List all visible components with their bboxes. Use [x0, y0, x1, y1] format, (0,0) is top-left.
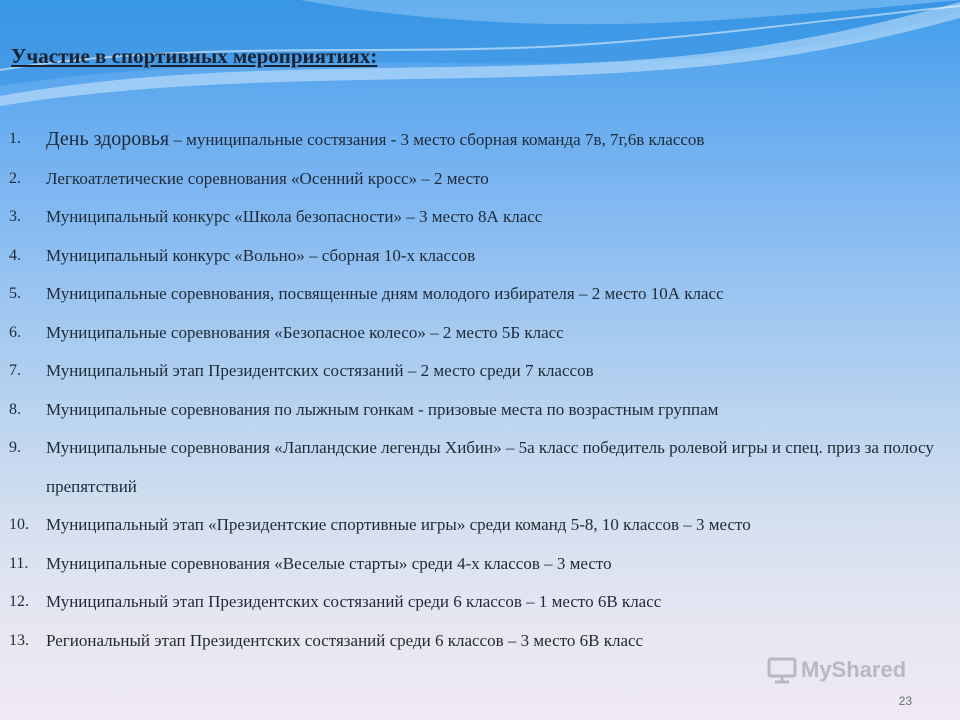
item-number: 2. [9, 169, 21, 187]
item-text: Муниципальные соревнования по лыжным гонкам - призовые места по возрастным группам [46, 399, 719, 419]
list-item [0, 352, 960, 391]
item-number: 6. [9, 323, 21, 341]
item-text: Легкоатлетические соревнования «Осенний кросс» – 2 место [46, 168, 489, 188]
list-item [0, 198, 960, 237]
item-text: Муниципальные соревнования, посвященные дням молодого избирателя – 2 место 10А класс [46, 284, 724, 303]
item-rest: – муниципальные состязания - 3 место сборная команда 7в, 7г,6в классов [169, 130, 705, 149]
item-number: 1. [9, 130, 21, 147]
item-text [46, 120, 950, 160]
item-text: Муниципальные соревнования «Лапландские легенды Хибин» – 5а класс победитель ролевой игры и спец. приз за полосу препятствий [46, 438, 934, 496]
list-item [0, 237, 960, 276]
list-item [0, 314, 960, 353]
item-number: 9. [9, 439, 21, 456]
list-item [0, 120, 960, 160]
item-lead: День здоровья [46, 128, 170, 150]
item-number: 3. [9, 208, 21, 225]
list-item [0, 506, 960, 545]
list-item [0, 275, 960, 314]
item-text: Муниципальные соревнования «Безопасное колесо» – 2 место 5Б класс [46, 322, 564, 342]
page-number: 23 [898, 694, 912, 708]
item-number: 10. [9, 516, 29, 533]
item-text: Муниципальный этап Президентских состязаний – 2 место среди 7 классов [46, 361, 594, 380]
list-item [0, 622, 960, 661]
item-number: 5. [9, 285, 21, 302]
presentation-icon [767, 656, 797, 684]
item-number: 13. [9, 631, 29, 649]
list-item [0, 391, 960, 430]
events-list [0, 120, 960, 660]
list-item [0, 545, 960, 584]
list-item [0, 583, 960, 622]
slide-title: Участие в спортивных мероприятиях: [11, 44, 378, 68]
item-number: 7. [9, 362, 21, 379]
item-text: Муниципальные соревнования «Веселые старты» среди 4-х классов – 3 место [46, 553, 612, 573]
item-text: Муниципальный этап «Президентские спортивные игры» среди команд 5-8, 10 классов – 3 место [46, 515, 751, 534]
item-number: 4. [9, 246, 21, 264]
item-text: Муниципальный конкурс «Вольно» – сборная 10-х классов [46, 245, 476, 265]
watermark-text: MyShared [801, 657, 907, 682]
list-item [0, 429, 960, 506]
list-item [0, 160, 960, 199]
item-number: 12. [9, 593, 29, 610]
item-text: Муниципальный этап Президентских состязаний среди 6 классов – 1 место 6В класс [46, 592, 662, 611]
item-number: 11. [9, 554, 29, 572]
item-number: 8. [9, 400, 21, 418]
watermark-logo [767, 656, 906, 684]
item-text: Региональный этап Президентских состязаний среди 6 классов – 3 место 6В класс [46, 630, 644, 650]
item-text: Муниципальный конкурс «Школа безопасности» – 3 место 8А класс [46, 207, 543, 226]
